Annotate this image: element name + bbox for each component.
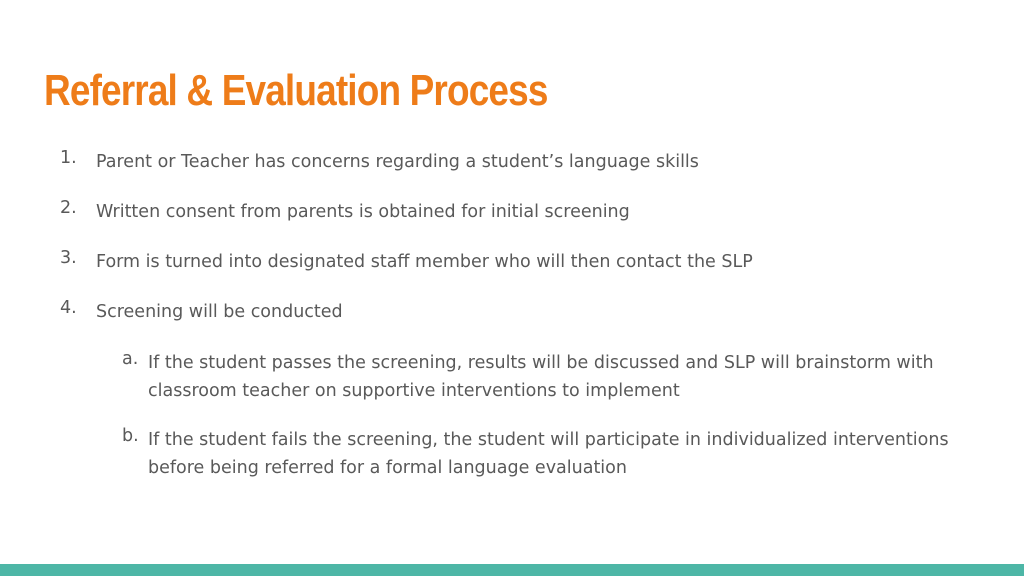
list-item-number: 2. bbox=[60, 198, 77, 218]
sub-list-item-letter: a. bbox=[122, 349, 139, 369]
list-item-text: Parent or Teacher has concerns regarding a student’s language skills bbox=[96, 152, 699, 172]
sub-list-item-text: If the student fails the screening, the student will participate in individualized interventions before being referred for a formal language evaluation bbox=[148, 430, 949, 478]
sub-list-item-text: If the student passes the screening, results will be discussed and SLP will brainstorm with classroom teacher on supportive interventions to implement bbox=[148, 353, 934, 401]
list-item-text: Screening will be conducted bbox=[96, 302, 343, 322]
sub-list-item-letter: b. bbox=[122, 426, 139, 446]
footer-accent-bar bbox=[0, 564, 1024, 576]
list-item-text: Form is turned into designated staff member who will then contact the SLP bbox=[96, 252, 753, 272]
list-item-number: 3. bbox=[60, 248, 77, 268]
list-item-text: Written consent from parents is obtained for initial screening bbox=[96, 202, 630, 222]
slide-title: Referral & Evaluation Process bbox=[44, 66, 548, 115]
list-item-number: 4. bbox=[60, 298, 77, 318]
list-item-number: 1. bbox=[60, 148, 77, 168]
